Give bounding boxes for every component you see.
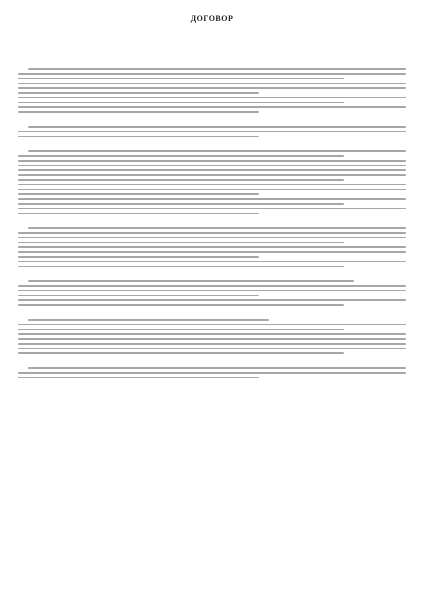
text-line xyxy=(18,348,406,350)
document-title: ДОГОВОР xyxy=(190,14,234,23)
text-line xyxy=(18,324,406,326)
text-line xyxy=(18,208,406,210)
text-line xyxy=(18,256,259,258)
document-body xyxy=(18,58,406,378)
text-line xyxy=(18,92,259,94)
section-heading xyxy=(18,270,406,277)
text-line xyxy=(18,299,406,301)
document-subtitle-line xyxy=(18,36,406,42)
text-line xyxy=(18,285,406,287)
text-line xyxy=(18,372,406,374)
text-line xyxy=(18,266,344,268)
section-heading xyxy=(18,58,406,65)
text-line xyxy=(18,193,259,195)
text-line xyxy=(28,126,406,128)
text-line xyxy=(18,198,406,200)
place-date-row xyxy=(18,48,406,55)
text-line xyxy=(28,367,406,369)
text-line xyxy=(18,203,344,205)
text-line xyxy=(18,242,344,244)
text-line xyxy=(18,136,259,138)
text-line xyxy=(18,343,406,345)
text-line xyxy=(18,102,344,104)
text-line xyxy=(18,261,406,263)
text-line xyxy=(18,352,344,354)
text-line xyxy=(18,131,406,133)
text-line xyxy=(18,97,406,99)
text-line xyxy=(18,87,406,89)
text-line xyxy=(28,68,406,70)
text-line xyxy=(18,165,406,167)
text-line xyxy=(28,280,354,282)
text-line xyxy=(18,304,344,306)
text-line xyxy=(18,155,344,157)
text-line xyxy=(18,333,406,335)
text-line xyxy=(18,174,406,176)
text-line xyxy=(18,78,344,80)
text-line xyxy=(18,213,259,215)
text-line xyxy=(18,189,406,191)
text-line xyxy=(28,227,406,229)
text-line xyxy=(18,295,259,297)
text-line xyxy=(18,246,406,248)
text-line xyxy=(18,237,406,239)
section-heading xyxy=(18,309,406,316)
text-line xyxy=(18,184,406,186)
section-heading xyxy=(18,217,406,224)
text-line xyxy=(18,83,406,85)
text-line xyxy=(18,111,259,113)
text-line xyxy=(18,251,406,253)
text-line xyxy=(18,106,406,108)
text-line xyxy=(18,160,406,162)
text-line xyxy=(18,169,406,171)
text-line xyxy=(18,338,406,340)
text-line xyxy=(18,290,406,292)
text-line xyxy=(28,319,269,321)
section-heading xyxy=(18,116,406,123)
text-line xyxy=(18,232,406,234)
text-line xyxy=(18,377,259,379)
text-line xyxy=(18,73,406,75)
text-line xyxy=(18,329,344,331)
section-heading xyxy=(18,357,406,364)
text-line xyxy=(28,150,406,152)
text-line xyxy=(18,179,344,181)
section-heading xyxy=(18,140,406,147)
